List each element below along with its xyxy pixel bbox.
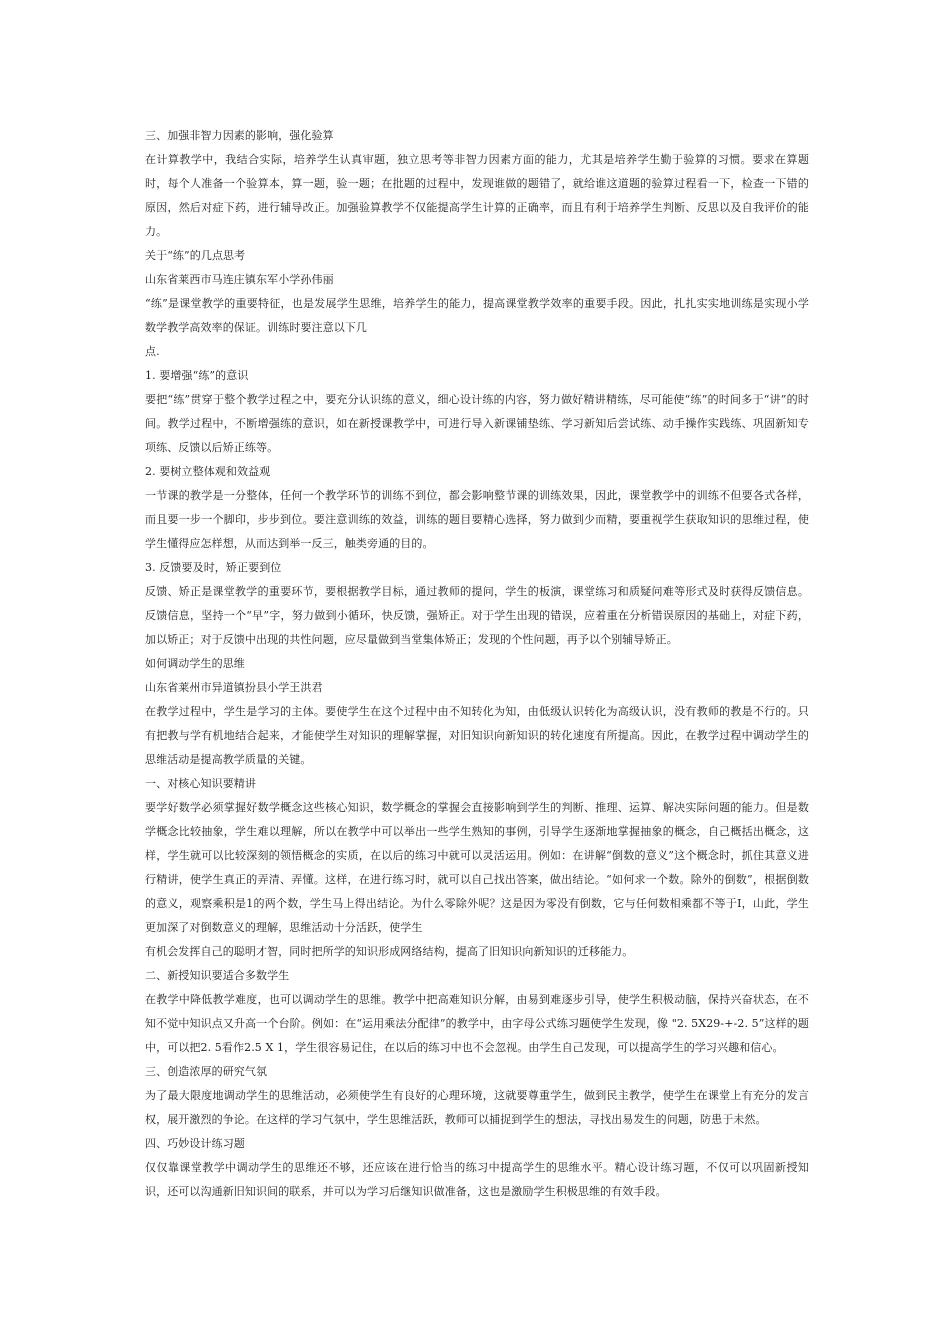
body-paragraph: 要学好数学必须掌握好数学概念这些核心知识，数学概念的掌握会直接影响到学生的判断、推理、运算、解决实际问题的能力。但是数学概念比较抽象，学生难以理解，所以在教学中可以举出一些学生熟知的事例，引导学生逐渐地掌握抽象的概念，自己概括出概念，这样，学生就可以比较深刻的领悟概念的实质，在以后的练习中就可以灵活运用。例如：在讲解“倒数的意义”这个概念时，抓住其意义进行精讲，使学生真正的弄清、弄懂。这样，在进行练习时，就可以自己找出答案，做出结论。“如何求一个数。除外的倒数”，根据倒数的意义，观察乘积是1的两个数，学生马上得出结论。为什么零除外呢？这是因为零没有倒数，它与任何数相乘都不等于I，山此，学生更加深了对倒数意义的理解，思维活动十分活跃，使学生 <box>145 801 809 934</box>
article-author: 山东省莱西市马连庄镇东军小学孙伟丽 <box>145 273 334 286</box>
section-heading: 三、加强非智力因素的影响，强化验算 <box>145 129 334 142</box>
section-heading: 2. 要树立整体观和效益观 <box>145 465 271 478</box>
body-paragraph: 点. <box>145 345 160 358</box>
article-author: 山东省莱州市异道镇扮县小学王洪君 <box>145 681 323 694</box>
body-paragraph: 有机会发挥自己的聪明才智，同时把所学的知识形成网络结构，提高了旧知识向新知识的迁移能力。 <box>145 945 634 958</box>
section-heading: 3. 反馈要及时，矫正要到位 <box>145 561 282 574</box>
article-title: 关于“练”的几点思考 <box>145 249 246 262</box>
body-paragraph: 一节课的教学是一分整体，任何一个教学环节的训练不到位，都会影响整节课的训练效果，因此，课堂教学中的训练不但要各式各样，而且要一步一个脚印，步步到位。要注意训练的效益，训练的题目要精心选择，努力做到少而精，要重视学生获取知识的思维过程，使学生懂得应怎样想，从而达到举一反三，触类旁通的目的。 <box>145 489 809 550</box>
section-heading: 四、巧妙设计练习题 <box>145 1137 245 1150</box>
body-paragraph: 仅仅靠课堂教学中调动学生的思维还不够，还应该在进行恰当的练习中提高学生的思维水平。精心设计练习题，不仅可以巩固新授知识，还可以沟通新旧知识间的联系，并可以为学习后继知识做准备，这也是激励学生积极思维的有效手段。 <box>145 1161 809 1198</box>
section-heading: 一、对核心知识要精讲 <box>145 777 256 790</box>
section-heading: 1. 要增强“练”的意识 <box>145 369 249 382</box>
document-body <box>145 124 809 1204</box>
section-heading: 二、新授知识要适合多数学生 <box>145 969 290 982</box>
body-paragraph: 在教学过程中，学生是学习的主体。要使学生在这个过程中由不知转化为知，由低级认识转化为高级认识，没有教师的教是不行的。只有把教与学有机地结合起来，才能使学生对知识的理解掌握，对旧知识向新知识的转化速度有所提高。因此，在教学过程中调动学生的思维活动是提高教学质量的关键。 <box>145 705 809 766</box>
section-heading: 三、创造浓厚的研究气氛 <box>145 1065 268 1078</box>
body-paragraph: 反馈、矫正是课堂教学的重要环节，要根据教学目标，通过教师的提问，学生的板演，课堂练习和质疑问难等形式及时获得反馈信息。反馈信息，坚持一个“早”字，努力做到小循环，快反馈，强矫正。对于学生出现的错误，应着重在分析错误原因的基础上，对症下药，加以矫正；对于反馈中出现的共性问题，应尽量做到当堂集体矫正；发现的个性问题，再予以个别辅导矫正。 <box>145 585 809 646</box>
body-paragraph: 在教学中降低教学难度，也可以调动学生的思维。教学中把高难知识分解，由易到难逐步引导，使学生积极动脑，保持兴奋状态，在不知不觉中知识点又升高一个台阶。例如：在“运用乘法分配律”的教学中，由字母公式练习题使学生发现，像 "2. 5X29-+-2. 5”这样的题中，可以把2. 5看作2.5 X 1，学生很容易记住，在以后的练习中也不会忽视。由学生自己发现，可以提高学生的学习兴趣和信心。 <box>145 993 809 1054</box>
body-paragraph: “练”是课堂教学的重要特征，也是发展学生思维，培养学生的能力，提高课堂教学效率的重要手段。因此，扎扎实实地训练是实现小学数学教学高效率的保证。训练时要注意以下几 <box>145 297 809 334</box>
body-paragraph: 在计算教学中，我结合实际，培养学生认真审题，独立思考等非智力因素方面的能力，尤其是培养学生勤于验算的习惯。要求在算题时，每个人准备一个验算本，算一题，验一题；在批题的过程中，发现谁做的题错了，就给谁这道题的验算过程看一下，检查一下错的原因，然后对症下药，进行辅导改正。加强验算教学不仅能提高学生计算的正确率，而且有利于培养学生判断、反思以及自我评价的能力。 <box>145 153 809 238</box>
body-paragraph: 为了最大限度地调动学生的思维活动，必须使学生有良好的心理环境，这就要尊重学生，做到民主教学，使学生在课堂上有充分的发言权，展开激烈的争论。在这样的学习气氛中，学生思维活跃，教师可以捕捉到学生的想法，寻找出易发生的问题，防患于未然。 <box>145 1089 809 1126</box>
body-paragraph: 要把“练”贯穿于整个教学过程之中，要充分认识练的意义，细心设计练的内容，努力做好精讲精练，尽可能使“练”的时间多于“讲”的时间。教学过程中，不断增强练的意识，如在新授课教学中，可进行导入新课铺垫练、学习新知后尝试练、动手操作实践练、巩固新知专项练、反馈以后矫正练等。 <box>145 393 809 454</box>
article-title: 如何调动学生的思维 <box>145 657 245 670</box>
